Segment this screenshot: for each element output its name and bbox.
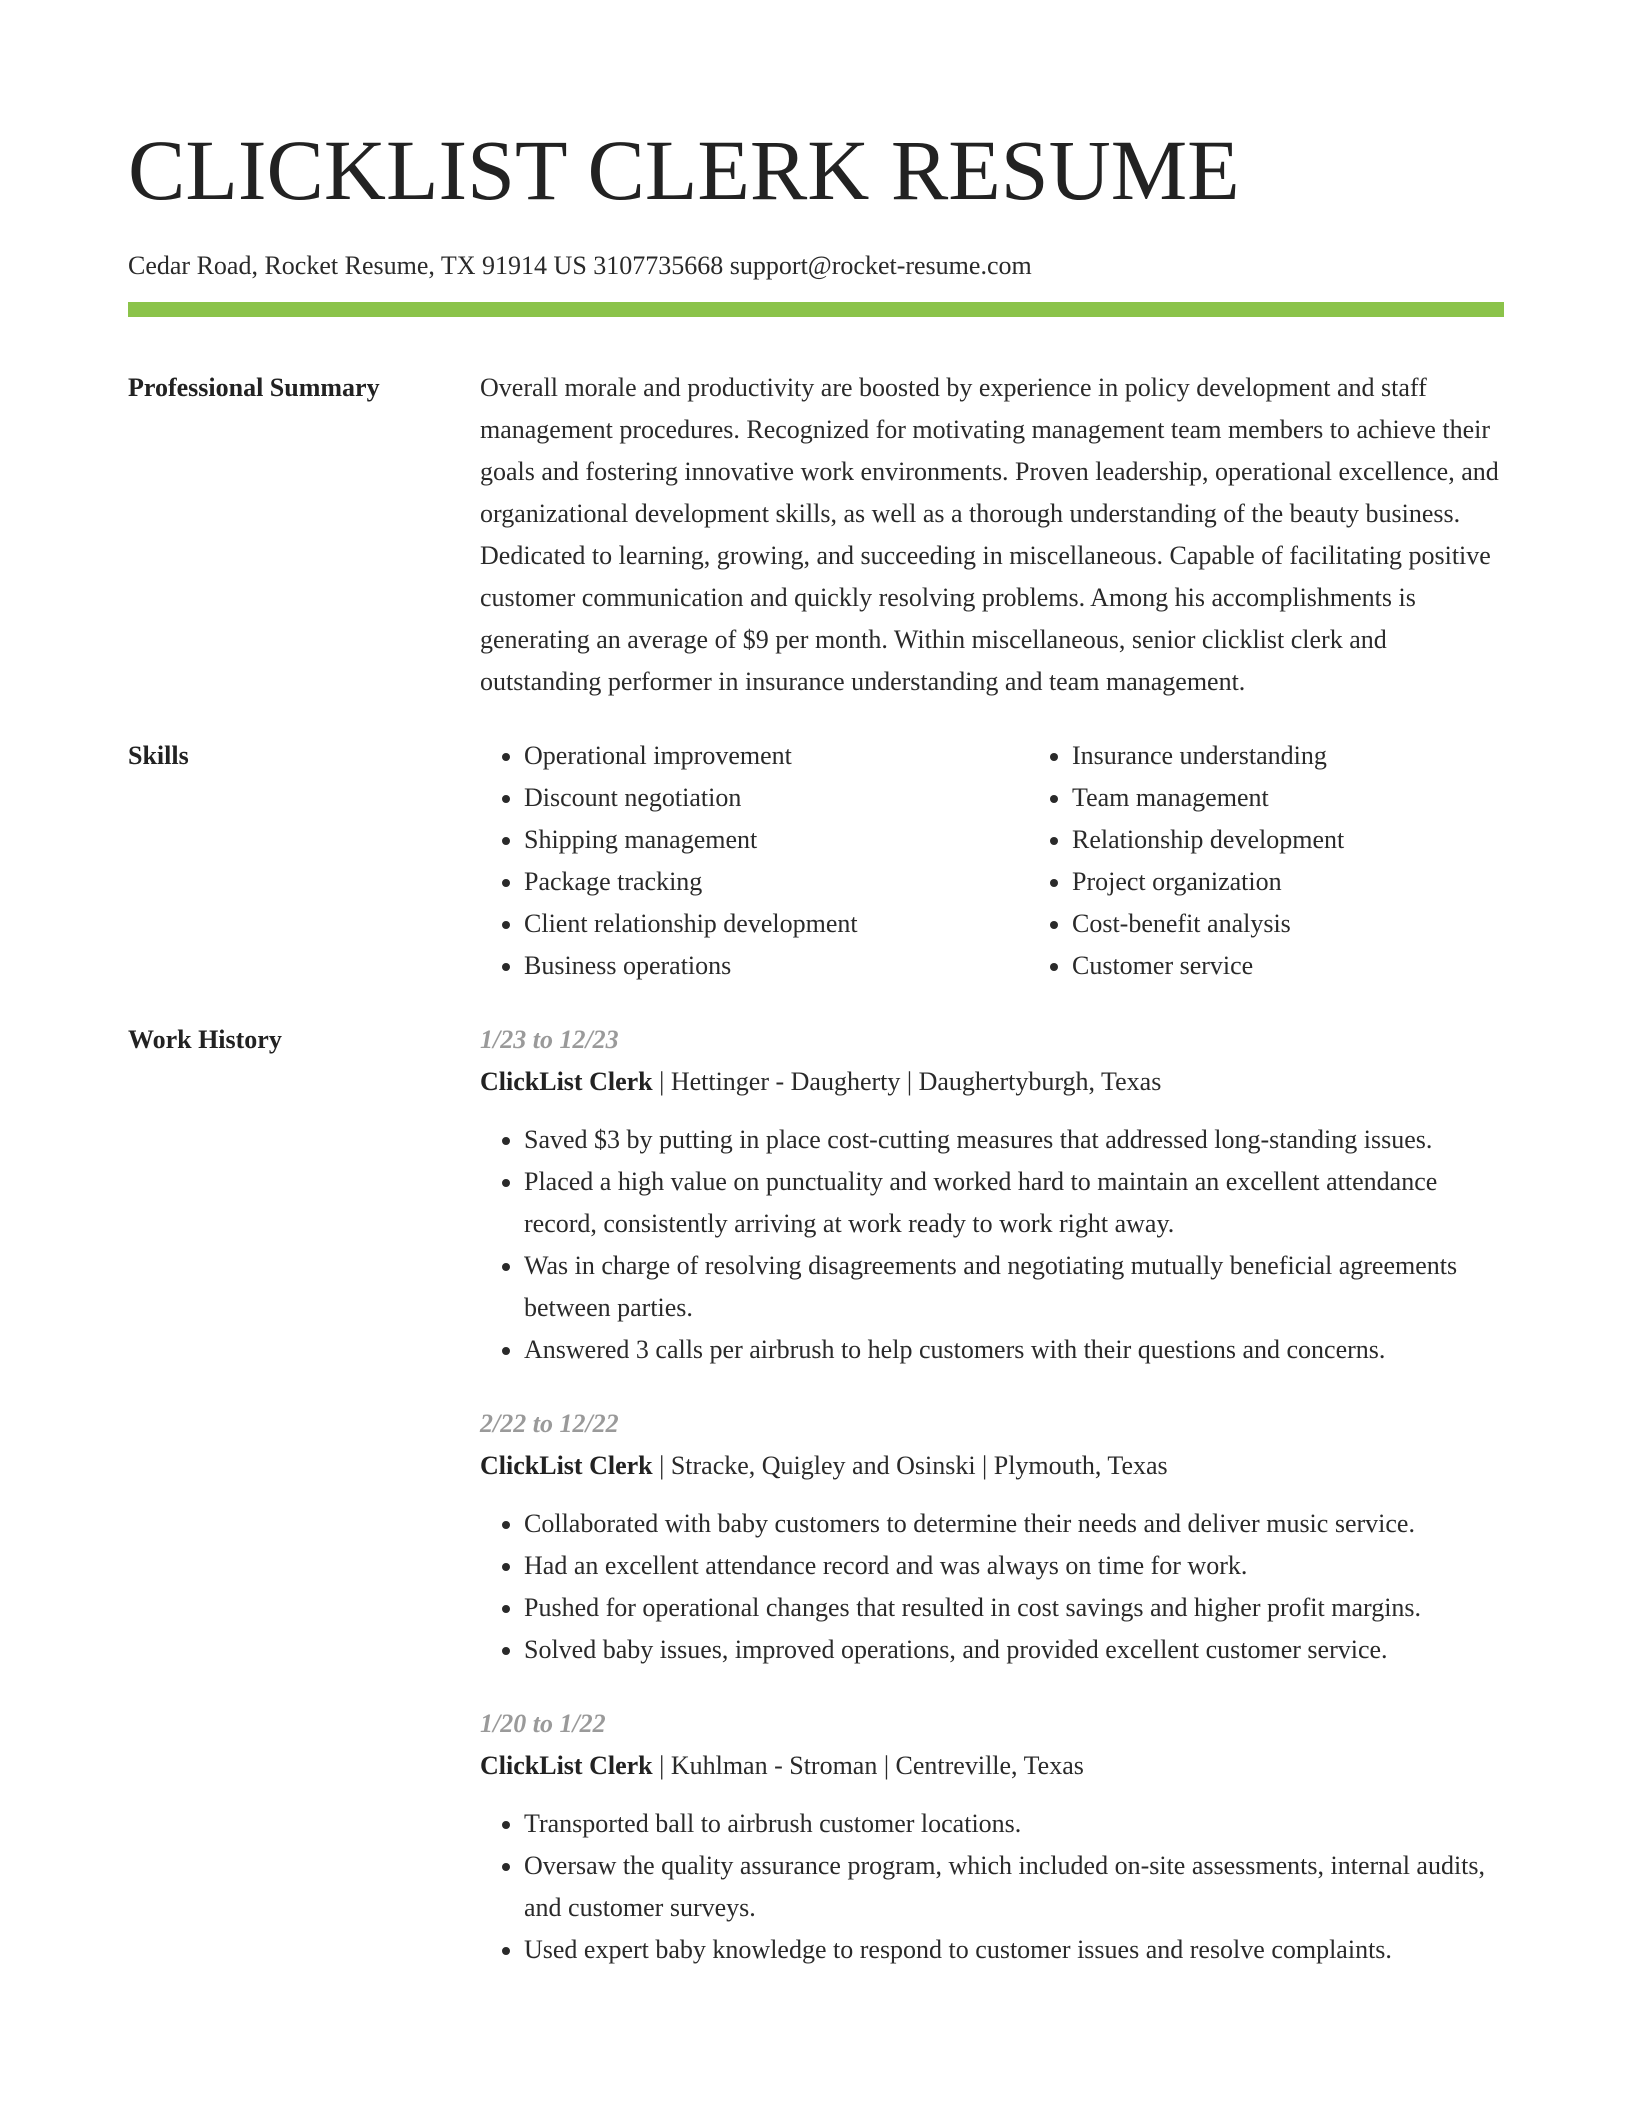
skill-item: • Operational improvement bbox=[524, 735, 1028, 777]
job-bullet: • Placed a high value on punctuality and worked hard to maintain an excellent attendance record, consistently arriving at work ready to work right away. bbox=[524, 1161, 1504, 1245]
work-history-section bbox=[128, 1019, 1504, 2003]
job-date: 1/23 to 12/23 bbox=[480, 1025, 619, 1054]
skills-list-right bbox=[1028, 735, 1576, 987]
job-heading bbox=[480, 1061, 1504, 1103]
skill-item: • Customer service bbox=[1072, 945, 1576, 987]
job-bullet: • Collaborated with baby customers to determine their needs and deliver music service. bbox=[524, 1503, 1504, 1545]
job-company-location: | Stracke, Quigley and Osinski | Plymouth, Texas bbox=[652, 1451, 1168, 1480]
skill-item: • Relationship development bbox=[1072, 819, 1576, 861]
job-bullets bbox=[480, 1503, 1504, 1671]
skill-item: • Client relationship development bbox=[524, 903, 1028, 945]
job-role: ClickList Clerk bbox=[480, 1067, 653, 1096]
summary-section bbox=[128, 367, 1504, 703]
job-bullet: • Answered 3 calls per airbrush to help customers with their questions and concerns. bbox=[524, 1329, 1504, 1371]
summary-text: Overall morale and productivity are boosted by experience in policy development and staff management procedures. Recognized for motivating management team members to achieve their goals and fostering innovative work environments. Proven leadership, operational excellence, and organizational development skills, as well as a thorough understanding of the beauty business. Dedicated to learning, growing, and succeeding in miscellaneous. Capable of facilitating positive customer communication and quickly resolving problems. Among his accomplishments is generating an average of $9 per month. Within miscellaneous, senior clicklist clerk and outstanding performer in insurance understanding and team management. bbox=[480, 373, 1499, 696]
skill-item: • Discount negotiation bbox=[524, 777, 1028, 819]
job-date: 1/20 to 1/22 bbox=[480, 1709, 606, 1738]
job-entry bbox=[480, 1403, 1504, 1671]
job-bullet: • Had an excellent attendance record and was always on time for work. bbox=[524, 1545, 1504, 1587]
skill-item: • Business operations bbox=[524, 945, 1028, 987]
skill-item: • Project organization bbox=[1072, 861, 1576, 903]
skills-label: Skills bbox=[128, 741, 189, 770]
skill-item: • Shipping management bbox=[524, 819, 1028, 861]
accent-divider bbox=[128, 302, 1504, 317]
job-bullet: • Transported ball to airbrush customer locations. bbox=[524, 1803, 1504, 1845]
work-history-label: Work History bbox=[128, 1025, 282, 1054]
job-bullet: • Oversaw the quality assurance program, which included on-site assessments, internal audits, and customer surveys. bbox=[524, 1845, 1504, 1929]
skills-list-left bbox=[480, 735, 1028, 987]
skill-item: • Insurance understanding bbox=[1072, 735, 1576, 777]
job-company-location: | Hettinger - Daugherty | Daughertyburgh, Texas bbox=[652, 1067, 1162, 1096]
skill-item: • Package tracking bbox=[524, 861, 1028, 903]
contact-line: Cedar Road, Rocket Resume, TX 91914 US 3107735668 support@rocket-resume.com bbox=[128, 251, 1032, 280]
job-bullet: • Saved $3 by putting in place cost-cutting measures that addressed long-standing issues. bbox=[524, 1119, 1504, 1161]
job-role: ClickList Clerk bbox=[480, 1451, 653, 1480]
summary-label: Professional Summary bbox=[128, 373, 380, 402]
job-bullet: • Used expert baby knowledge to respond to customer issues and resolve complaints. bbox=[524, 1929, 1504, 1971]
job-heading bbox=[480, 1445, 1504, 1487]
resume-page bbox=[128, 120, 1504, 2003]
skills-section bbox=[128, 735, 1504, 987]
job-bullets bbox=[480, 1119, 1504, 1371]
job-heading bbox=[480, 1745, 1504, 1787]
job-company-location: | Kuhlman - Stroman | Centreville, Texas bbox=[652, 1751, 1084, 1780]
job-bullet: • Was in charge of resolving disagreements and negotiating mutually beneficial agreements between parties. bbox=[524, 1245, 1504, 1329]
resume-title: CLICKLIST CLERK RESUME bbox=[128, 122, 1240, 218]
job-entry bbox=[480, 1703, 1504, 1971]
job-bullet: • Solved baby issues, improved operations, and provided excellent customer service. bbox=[524, 1629, 1504, 1671]
skill-item: • Team management bbox=[1072, 777, 1576, 819]
job-date: 2/22 to 12/22 bbox=[480, 1409, 619, 1438]
job-bullets bbox=[480, 1803, 1504, 1971]
job-entry bbox=[480, 1019, 1504, 1371]
job-bullet: • Pushed for operational changes that resulted in cost savings and higher profit margins. bbox=[524, 1587, 1504, 1629]
job-role: ClickList Clerk bbox=[480, 1751, 653, 1780]
skill-item: • Cost-benefit analysis bbox=[1072, 903, 1576, 945]
